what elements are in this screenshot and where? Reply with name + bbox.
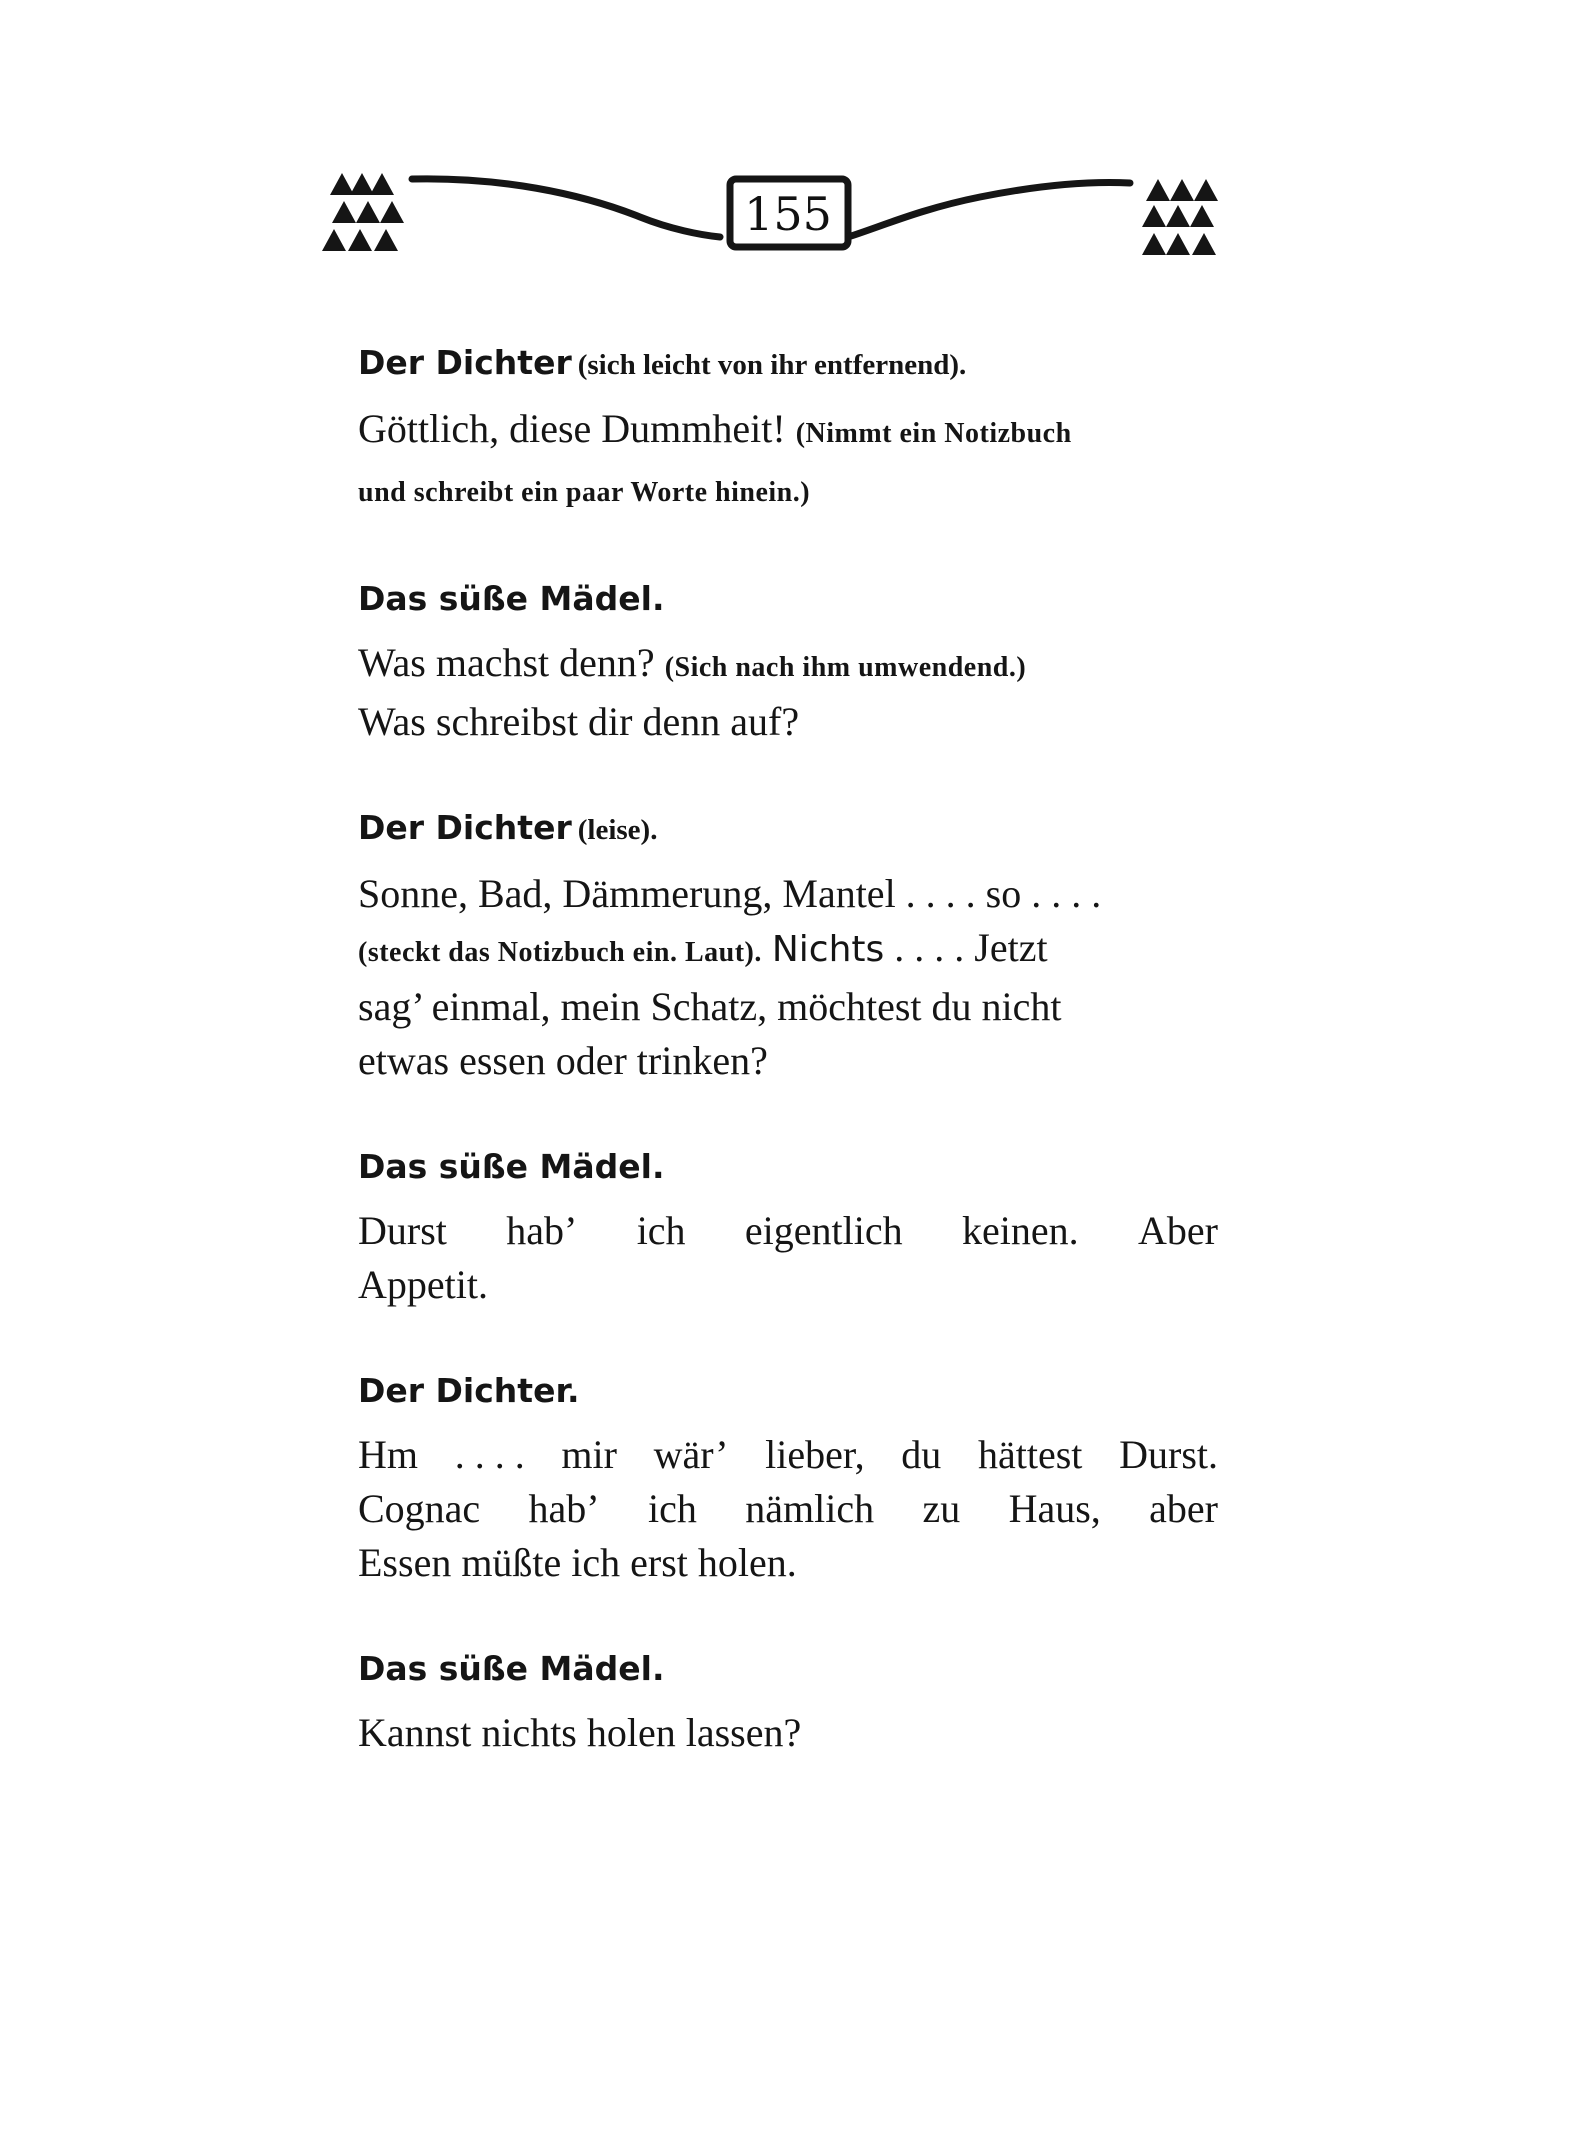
stage-direction: (Nimmt ein Notizbuch (795, 418, 1072, 449)
speech-line: (steckt das Notizbuch ein. Laut). Nichts . . . . Jetzt (358, 925, 1048, 970)
speech-line: Hm . . . . mir wär’ lieber, du hättest Durst. (358, 1432, 1218, 1477)
left-swash-line (412, 179, 720, 237)
right-swash-line (848, 183, 1130, 237)
speech (358, 1706, 1218, 1760)
speaker-name: Der Dichter. (358, 1371, 580, 1410)
speech (358, 867, 1218, 1088)
speaker-name: Das süße Mädel. (358, 1649, 665, 1688)
page-number: 155 (744, 187, 832, 241)
speaker-name: Das süße Mädel. (358, 1147, 665, 1186)
speaker-name: Der Dichter (sich leicht von ihr entfernend). (358, 343, 967, 382)
dialogue-text (358, 334, 1218, 1810)
speaker-name: Der Dichter (leise). (358, 808, 658, 847)
speech (358, 636, 1218, 749)
dialogue-block (358, 1138, 1218, 1312)
speaker-name: Das süße Mädel. (358, 579, 665, 618)
stage-direction: (Sich nach ihm umwendend.) (664, 652, 1027, 683)
stage-direction: (sich leicht von ihr entfernend). (577, 349, 967, 381)
speech-line: sag’ einmal, mein Schatz, möchtest du nicht (358, 984, 1062, 1029)
stage-direction: und schreibt ein paar Worte hinein.) (358, 477, 811, 508)
stage-direction: (leise). (577, 814, 658, 846)
dialogue-block (358, 799, 1218, 1088)
speech (358, 1428, 1218, 1590)
speech-line: Sonne, Bad, Dämmerung, Mantel . . . . so . . . . (358, 871, 1102, 916)
speech-line: Durst hab’ ich eigentlich keinen. Aber (358, 1208, 1218, 1253)
speech-line: Göttlich, diese Dummheit! (Nimmt ein Notizbuch (358, 406, 1072, 451)
speech-line (358, 461, 1218, 520)
right-spade-cluster-icon (1142, 179, 1218, 255)
dialogue-block (358, 1362, 1218, 1590)
speech-line: Appetit. (358, 1262, 488, 1307)
left-spade-cluster-icon (322, 173, 404, 251)
speech (358, 402, 1218, 520)
speech (358, 1204, 1218, 1312)
dialogue-block (358, 1640, 1218, 1760)
dialogue-block (358, 334, 1218, 520)
speech-line: Was schreibst dir denn auf? (358, 699, 800, 744)
speech-line: Was machst denn? (Sich nach ihm umwendend.) (358, 640, 1027, 685)
stage-direction: (steckt das Notizbuch ein. Laut). (358, 937, 762, 968)
speech-line: Kannst nichts holen lassen? (358, 1710, 802, 1755)
page-header-ornament (320, 165, 1260, 275)
speech-line: Cognac hab’ ich nämlich zu Haus, aber (358, 1486, 1218, 1531)
speech-line: Essen müßte ich erst holen. (358, 1540, 797, 1585)
dialogue-block (358, 570, 1218, 749)
speech-line: etwas essen oder trinken? (358, 1038, 768, 1083)
